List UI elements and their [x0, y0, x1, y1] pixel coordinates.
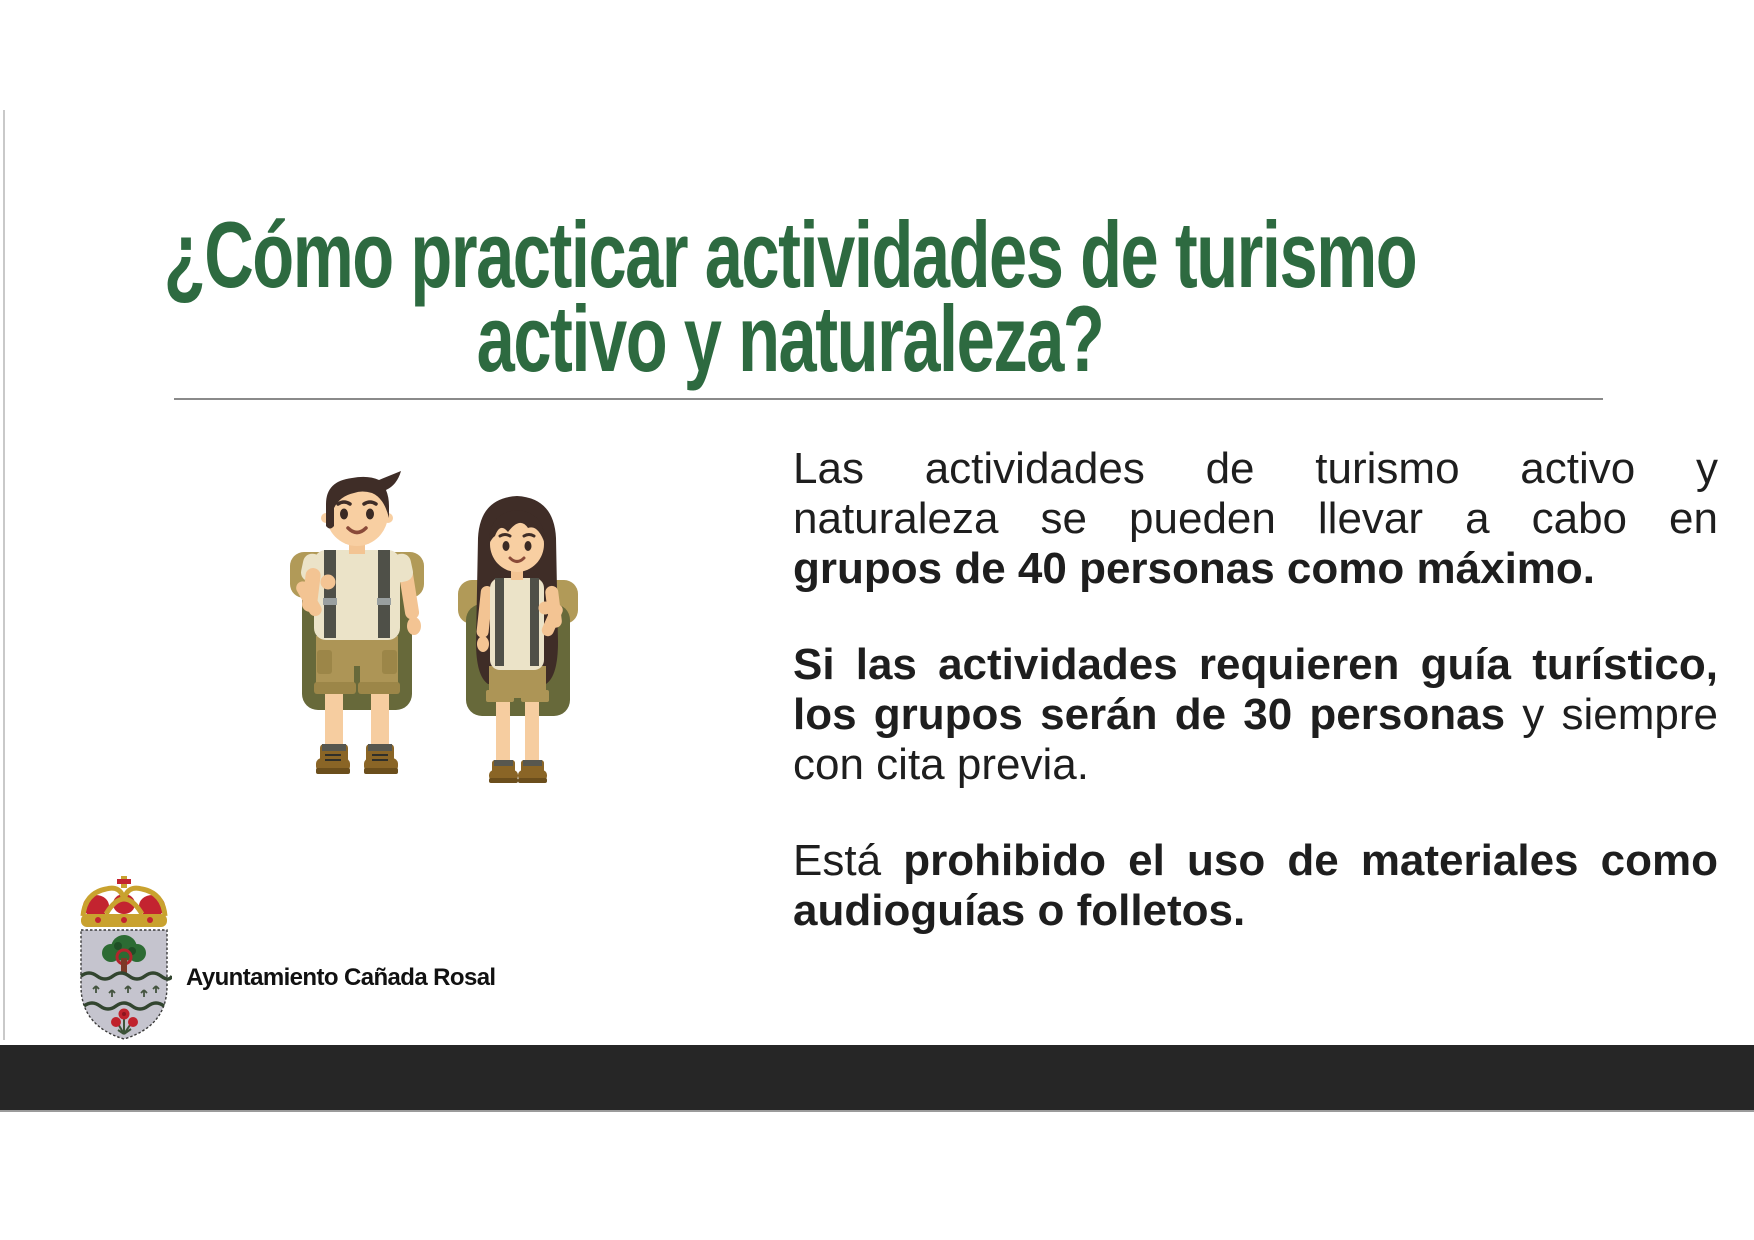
body-paragraph [793, 444, 1718, 594]
woman-boots [489, 760, 547, 783]
woman-hiker [458, 496, 578, 783]
man-hiker [290, 471, 424, 774]
body-line: los grupos serán de 30 personas y siempre [793, 690, 1718, 739]
body-line: Si las actividades requieren guía turístico, [793, 640, 1718, 689]
woman-shorts [486, 666, 549, 702]
body-line: audioguías o folletos. [793, 886, 1246, 935]
body-line: con cita previa. [793, 740, 1089, 789]
body-line: Está prohibido el uso de materiales como [793, 836, 1718, 885]
title-line-2: activo y naturaleza? [476, 285, 1104, 391]
bottom-bar [0, 1045, 1754, 1112]
man-boots [316, 744, 398, 774]
shield [81, 930, 172, 1039]
body-paragraph [793, 836, 1718, 936]
org-label: Ayuntamiento Cañada Rosal [186, 964, 496, 991]
body-line: naturaleza se pueden llevar a cabo en [793, 494, 1718, 543]
hikers-illustration [262, 452, 602, 792]
page-title [60, 201, 1520, 391]
crown [81, 876, 167, 927]
body-paragraph [793, 640, 1718, 790]
title-divider-rule [174, 398, 1603, 400]
title-line-1: ¿Cómo practicar actividades de turismo [163, 201, 1417, 307]
coat-of-arms [76, 876, 172, 1042]
left-border-rule [3, 110, 5, 1040]
body-line: Las actividades de turismo activo y [793, 444, 1718, 493]
body-text [793, 444, 1718, 982]
body-line: grupos de 40 personas como máximo. [793, 544, 1596, 593]
